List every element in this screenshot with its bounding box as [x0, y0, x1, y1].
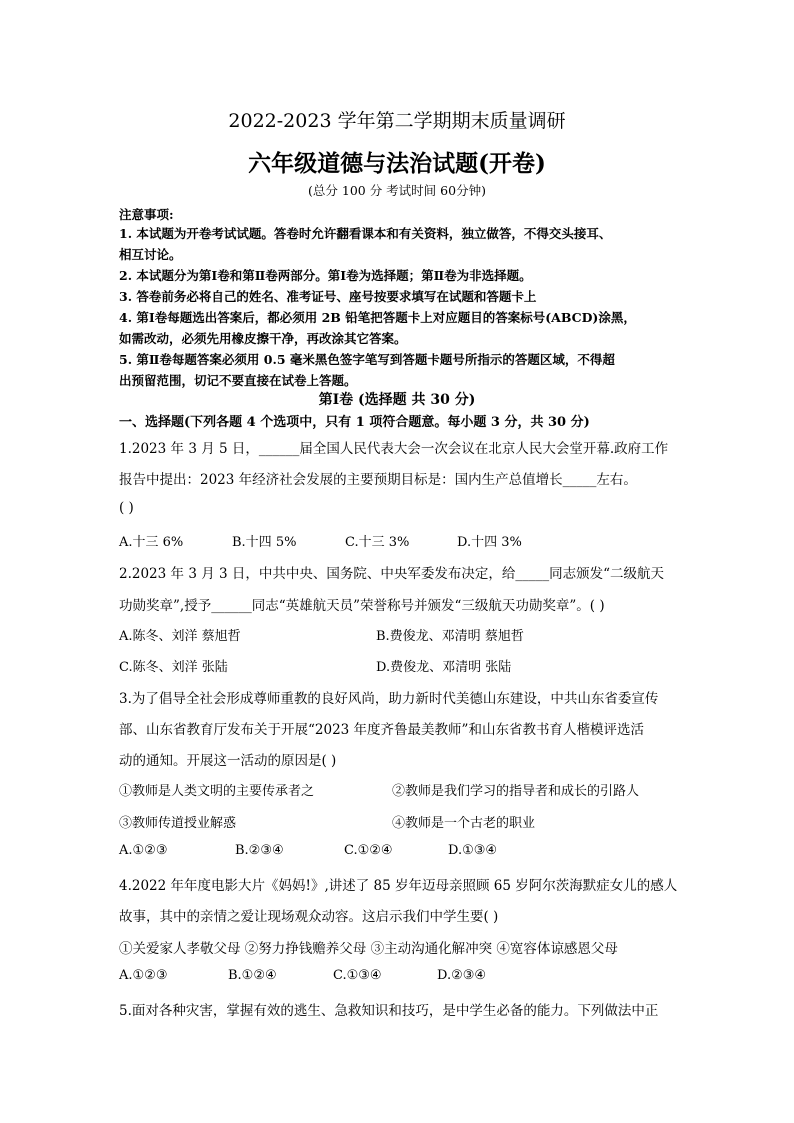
question-3-statement: ①教师是人类文明的主要传承者之 [119, 784, 315, 799]
exam-info: (总分 100 分 考试时间 60分钟) [308, 183, 486, 198]
question-3-option-a: A.①②③ [119, 843, 168, 858]
question-2-text: 功勋奖章”,授予______同志“英雄航天员”荣誉称号并颁发“三级航天功勋奖章”。( ) [119, 598, 605, 614]
question-3-statement: ②教师是我们学习的指导者和成长的引路人 [392, 784, 640, 799]
question-4-option-a: A.①②③ [119, 968, 168, 983]
notice-line: 5. 第Ⅱ卷每题答案必须用 0.5 毫米黑色签字笔写到答题卡题号所指示的答题区域，不得超 [119, 352, 615, 367]
exam-year: 2022-2023 学年第二学期期末质量调研 [228, 110, 566, 132]
question-3-statement: ④教师是一个古老的职业 [392, 816, 536, 831]
question-3-option-d: D.①③④ [448, 843, 498, 858]
question-1-option-b: B.十四 5% [232, 535, 297, 550]
part1-heading: 第Ⅰ卷 (选择题 共 30 分) [318, 392, 476, 408]
notice-line: 4. 第Ⅰ卷每题选出答案后，都必须用 2B 铅笔把答题卡上对应题目的答案标号(ABCD)涂黑， [119, 310, 636, 325]
question-1-option-a: A.十三 6% [119, 535, 184, 550]
question-1-option-c: C.十三 3% [345, 535, 410, 550]
question-4-option-c: C.①③④ [333, 968, 382, 983]
question-4-statements: ①关爱家人孝敬父母 ②努力挣钱赡养父母 ③主动沟通化解冲突 ④宽容体谅感恩父母 [119, 941, 618, 957]
notice-line: 相互讨论。 [119, 247, 182, 262]
question-2-option-a: A.陈冬、刘洋 蔡旭哲 [119, 629, 241, 644]
question-3-option-b: B.②③④ [235, 843, 284, 858]
notice-line: 3. 答卷前务必将自己的姓名、准考证号、座号按要求填写在试题和答题卡上 [119, 289, 537, 304]
question-1-text: 1.2023 年 3 月 5 日，______届全国人民代表大会一次会议在北京人民大会堂开幕.政府工作 [119, 441, 669, 457]
question-4-text: 故事，其中的亲情之爱让现场观众动容。这启示我们中学生要( ) [119, 909, 499, 925]
question-5-text: 5.面对各种灾害，掌握有效的逃生、急救知识和技巧，是中学生必备的能力。下列做法中正 [119, 1003, 659, 1019]
section-instruction: 一、选择题(下列各题 4 个选项中，只有 1 项符合题意。每小题 3 分，共 30 分) [119, 415, 590, 430]
question-2-text: 2.2023 年 3 月 3 日，中共中央、国务院、中央军委发布决定，给_____同志颁发“二级航天 [119, 566, 665, 582]
question-4-option-b: B.①②④ [228, 968, 277, 983]
question-2-option-b: B.费俊龙、邓清明 蔡旭哲 [376, 629, 524, 644]
notice-line: 出预留范围，切记不要直接在试卷上答题。 [119, 373, 357, 388]
question-1-option-d: D.十四 3% [457, 535, 522, 550]
notice-line: 1. 本试题为开卷考试试题。答卷时允许翻看课本和有关资料，独立做答，不得交头接耳、 [119, 226, 612, 241]
notice-line: 2. 本试题分为第Ⅰ卷和第Ⅱ卷两部分。第Ⅰ卷为选择题；第Ⅱ卷为非选择题。 [119, 268, 532, 283]
question-3-text: 动的通知。开展这一活动的原因是( ) [119, 753, 337, 769]
question-3-statement: ③教师传道授业解惑 [119, 816, 237, 831]
question-4-option-d: D.②③④ [437, 968, 487, 983]
question-1-text: 报告中提出：2023 年经济社会发展的主要预期目标是：国内生产总值增长_____左右。 [119, 472, 637, 488]
notice-heading: 注意事项: [119, 207, 174, 222]
exam-title: 六年级道德与法治试题(开卷) [248, 150, 546, 177]
question-3-text: 部、山东省教育厅发布关于开展“2023 年度齐鲁最美教师”和山东省教书育人楷模评选活 [119, 722, 644, 738]
question-1-bracket: ( ) [119, 500, 134, 516]
question-2-option-d: D.费俊龙、邓清明 张陆 [376, 660, 512, 675]
notice-line: 如需改动，必须先用橡皮擦干净，再改涂其它答案。 [119, 331, 407, 346]
question-4-text: 4.2022 年年度电影大片《妈妈!》,讲述了 85 岁年迈母亲照顾 65 岁阿尔茨海默症女儿的感人 [119, 878, 678, 894]
question-3-text: 3.为了倡导全社会形成尊师重教的良好风尚，助力新时代美德山东建设，中共山东省委宣传 [119, 691, 659, 707]
question-3-option-c: C.①②④ [344, 843, 393, 858]
question-2-option-c: C.陈冬、刘洋 张陆 [119, 660, 228, 675]
